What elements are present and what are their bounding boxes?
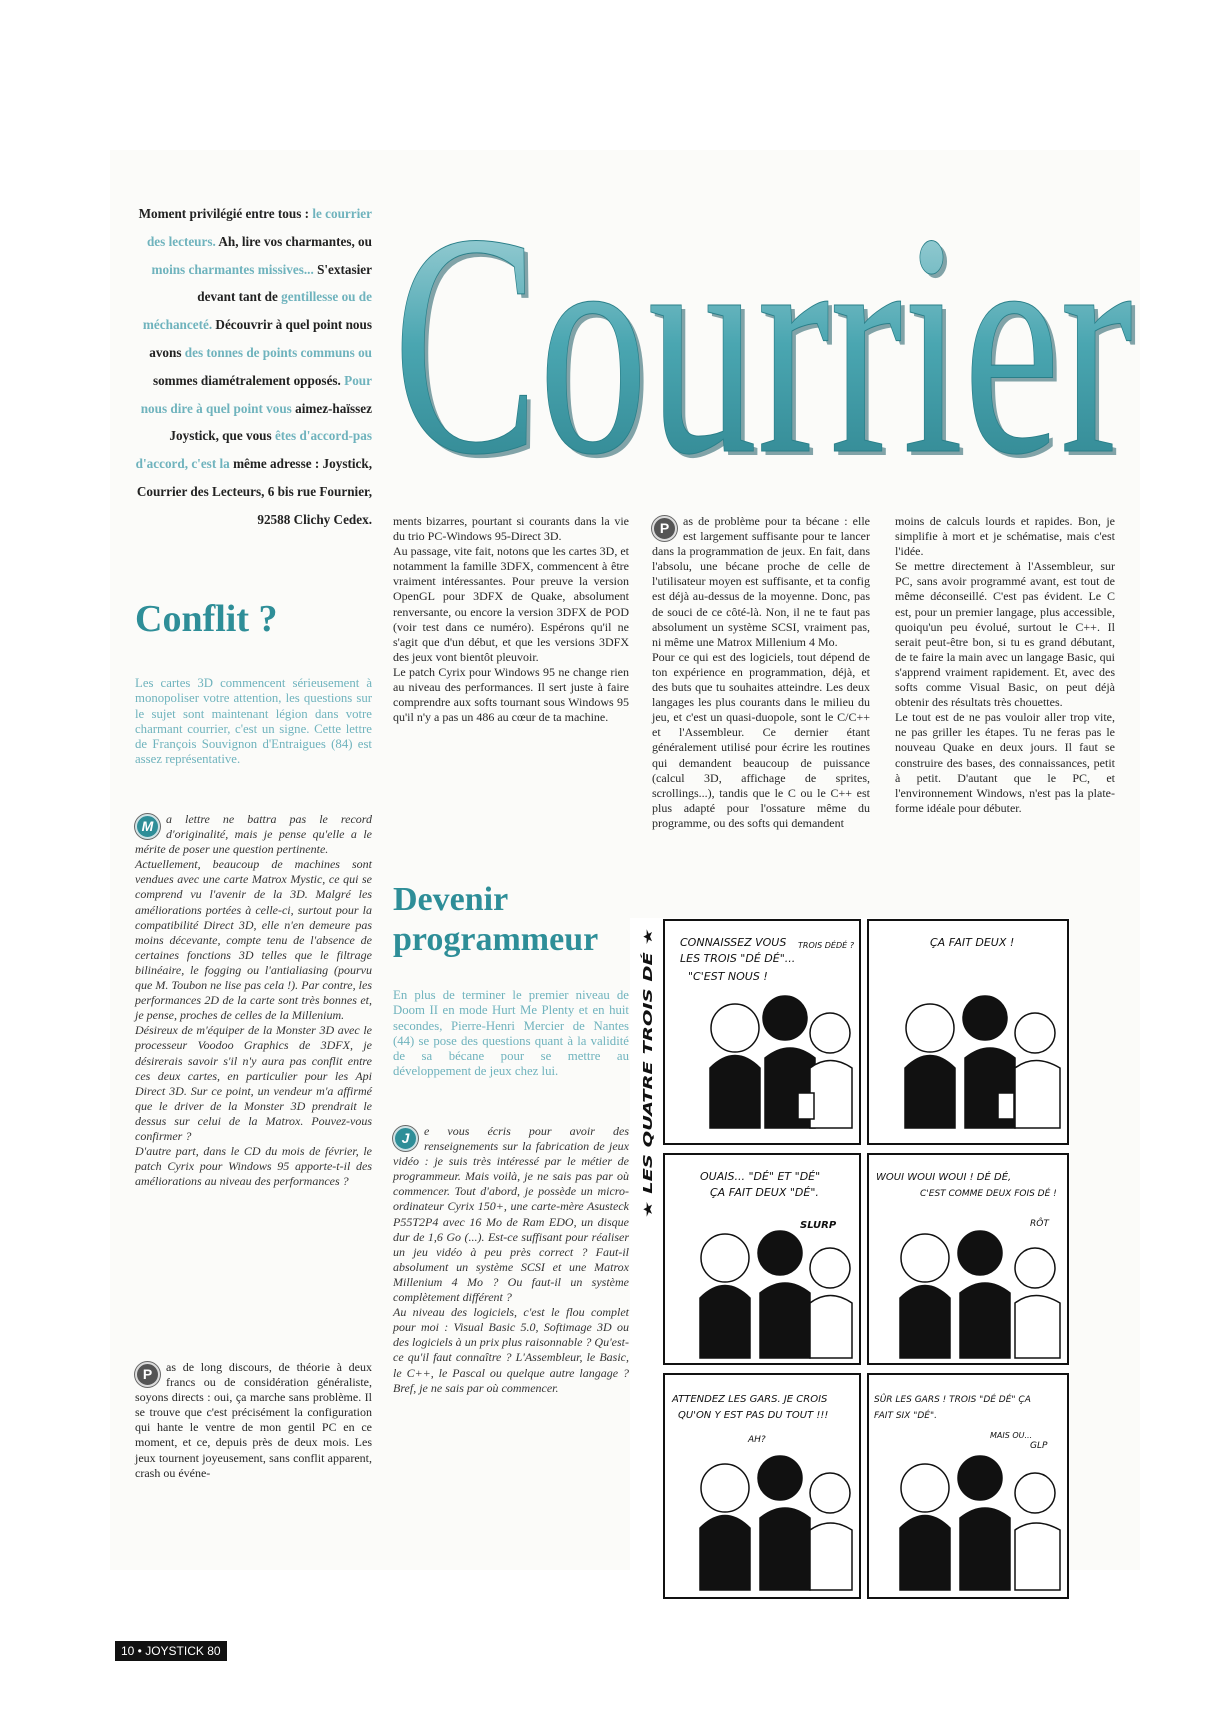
programmeur-answer — [652, 514, 870, 831]
p4-sfx: RÔT — [1030, 1219, 1049, 1229]
page-title — [393, 203, 1145, 473]
intro-highlight-3: gentillesse ou de méchanceté. — [142, 289, 372, 333]
conflit-answer-p1: as de long discours, de théorie à deux francs ou de considération généraliste, soyons directs : oui, ça marche sans problème. Il se trouve que c'est précisément la configuration qui hante le ventre de mon gentil PC en ce moment, et ce, depuis près de deux mois. Les jeux tournent joyeusement, sans conflit apparent, crash ou événe- — [135, 1360, 372, 1480]
intro-text-3: S'extasier devant tant de — [197, 261, 372, 305]
conflit-answer-cont-p3: Le patch Cyrix pour Windows 95 ne change rien au niveau des performances. Il sert juste à faire comprendre aux softs tournant sous Windows 95 qu'il n'y a pas un 486 au cœur de ta machine. — [393, 664, 629, 725]
intro-highlight-1: le courrier des lecteurs. — [146, 206, 372, 249]
programmeur-lead: En plus de terminer le premier niveau de Doom II en mode Hurt Me Plenty et en huit secondes, Pierre-Henri Mercier de Nantes (44) se pose des questions quant à la validité de sa bécane pour se mettre au développement de jeux chez lui. — [393, 988, 629, 1079]
p3-bubble-b: ÇA FAIT DEUX "DÉ". — [710, 1186, 819, 1199]
conflit-letter — [135, 812, 372, 1189]
drop-cap-m-icon: M — [135, 814, 160, 839]
page-title-text: Courrier — [393, 203, 1133, 473]
section-heading-conflit: Conflit ? — [135, 598, 278, 640]
conflit-letter-p2: Actuellement, beaucoup de machines sont vendues avec une carte Matrox Mystic, ce qui se comprend vu l'avenir de la 3D. Malgré les améliorations portées à celle-ci, surtout pour la compatibilité Direct 3D, elle n'en demeure pas moins décevante, compte tenu de l'absence de certaines fonctions 3D telles que le filtrage bilinéaire, le fogging ou l'antialiasing (pourvu que M. Toubon ne lise pas cela !). Par contre, les performances 2D de la carte sont très bonnes et, je pense, proches de celles de la Millenium. — [135, 857, 372, 1023]
panel-6-characters — [900, 1456, 1060, 1590]
p1-bubble-b: LES TROIS "DÉ DÉ"... — [680, 952, 796, 965]
conflit-letter-p3: Désireux de m'équiper de la Monster 3D avec le processeur Voodoo Graphics de 3DFX, je désirerais savoir s'il n'y aura pas conflit entre ces deux cartes, en particulier pour les Api Direct 3D. Sur ce point, un vendeur m'a affirmé que le driver de la Monster 3D prendrait le dessus sur celui de la Matrox. Pouvez-vous confirmer ? — [135, 1023, 372, 1143]
drop-cap-p2-icon: P — [652, 516, 677, 541]
p6-bubble-b: FAIT SIX "DÉ". — [874, 1411, 937, 1421]
conflit-answer-continued — [393, 514, 629, 725]
p2-bubble: ÇA FAIT DEUX ! — [930, 936, 1015, 949]
p3-sfx: SLURP — [800, 1220, 837, 1231]
p4-bubble-b: C'EST COMME DEUX FOIS DÉ ! — [920, 1189, 1057, 1199]
conflit-answer-cont-p1: ments bizarres, pourtant si courants dans la vie du trio PC-Windows 95-Direct 3D. — [393, 514, 629, 544]
intro-text-7: même adresse : Joystick, Courrier des Lecteurs, 6 bis rue Fournier, 92588 Clichy Cedex. — [136, 456, 372, 527]
p1-bubble-c: "C'EST NOUS ! — [688, 970, 768, 983]
intro-highlight-5: Pour nous dire à quel point vous — [140, 372, 372, 416]
section-heading-line-2: programmeur — [393, 921, 599, 958]
section-heading-programmeur — [393, 880, 598, 960]
conflit-answer-cont-p2: Au passage, vite fait, notons que les cartes 3D, et notamment la famille 3DFX, commencent à être vraiment intéressantes. Pour preuve la version OpenGL pour 3DFX de Quake, absolument renversante, ou encore la version 3DFX de POD (voir test dans ce numéro). Espérons qu'il ne s'agit que d'un début, et que les versions 3DFX des jeux vont bientôt pleuvoir. — [393, 544, 629, 664]
intro-highlight-4: des tonnes de points communs ou — [184, 344, 372, 360]
p6-sfx-b: GLP — [1030, 1441, 1048, 1451]
p5-sfx: AH? — [748, 1435, 766, 1445]
drop-cap-j-icon: J — [393, 1126, 418, 1151]
programmeur-letter — [393, 1124, 629, 1396]
conflit-answer — [135, 1360, 372, 1481]
intro-text-1: Moment privilégié entre tous : — [138, 206, 313, 221]
conflit-letter-p4: D'autre part, dans le CD du mois de février, le patch Cyrix pour Windows 95 apporte-t-il des améliorations au niveau des performances ? — [135, 1144, 372, 1189]
page-title-shadow: Courrier — [397, 203, 1137, 473]
p1-bubble-a: CONNAISSEZ VOUS — [680, 936, 787, 949]
p3-bubble-a: OUAIS... "DÉ" ET "DÉ" — [700, 1170, 821, 1183]
intro-text-4: Découvrir à quel point nous avons — [149, 317, 372, 360]
intro-text-6: aimez-haïssez Joystick, que vous — [169, 400, 372, 444]
panel-2-characters — [905, 996, 1060, 1128]
p4-bubble-a: WOUI WOUI WOUI ! DÉ DÉ, — [876, 1172, 1012, 1183]
p6-bubble-a: SÛR LES GARS ! TROIS "DÉ DÉ" ÇA — [874, 1395, 1031, 1405]
intro-paragraph — [135, 200, 372, 534]
programmeur-letter-p2: Au niveau des logiciels, c'est le flou complet pour moi : Visual Basic 5.0, Softimage 3D ou des logiciels à un prix plus raisonnable ? Qu'est-ce qu'il faut connaître ? L'Assembleur, le Basic, le C++, le Pascal ou quelque autre langage ? Bref, je ne sais par où commencer. — [393, 1305, 629, 1395]
intro-highlight-6: êtes d'accord-pas d'accord, c'est la — [135, 428, 372, 472]
p1-bubble-d: TROIS DÉDÉ ? — [798, 941, 854, 950]
panel-1-characters — [710, 996, 852, 1128]
page-footer: 10 • JOYSTICK 80 — [115, 1641, 227, 1661]
p5-bubble-a: ATTENDEZ LES GARS. JE CROIS — [672, 1394, 828, 1405]
conflit-letter-p1: a lettre ne battra pas le record d'originalité, mais je pense qu'elle a le mérite de poser une question pertinente. — [135, 812, 372, 857]
programmeur-letter-p1: e vous écris pour avoir des renseignements sur la fabrication de jeux vidéo : je suis très intéressé par le métier de programmeur. Mais voilà, je ne sais pas par où commencer. Tout d'abord, je possède un micro-ordinateur Cyrix 150+, une carte-mère Asusteck P55T2P4 avec 16 Mo de Ram EDO, un disque dur de 1,6 Go (...). Est-ce suffisant pour réaliser un jeu vidéo à peu près correct ? Faut-il absolument un système SCSI et une Matrox Millenium 4 Mo ? Ou faut-il un système complètement différent ? — [393, 1124, 629, 1305]
programmeur-answer-continued — [895, 514, 1115, 816]
conflit-lead: Les cartes 3D commencent sérieusement à monopoliser votre attention, les questions sur le sujet sont maintenant légion dans votre charmant courrier, c'est un signe. Cette lettre de François Souvignon d'Entraigues (84) est assez représentative. — [135, 676, 372, 767]
programmeur-answer-p5: Le tout est de ne pas vouloir aller trop vite, ne pas griller les étapes. Tu ne feras pas le nouveau Quake en deux jours. Il faut se construire des bases, des connaissances, petit à petit. D'autant que le PC, et l'environnement Windows, n'est pas la plate-forme idéale pour débuter. — [895, 710, 1115, 815]
programmeur-answer-p2: Pour ce qui est des logiciels, tout dépend de ton expérience en programmation, déjà, et des buts que tu souhaites atteindre. Les deux langages les plus courants dans le milieu du jeu, et c'est un quasi-duopole, sont le C/C++ et l'Assembleur. Ce dernier étant généralement utilisé pour écrire les routines qui demandent beaucoup de puissance (calcul 3D, affichage de sprites, scrollings...), tandis que le C ou le C++ est plus adapté pour l'ossature même du programme, ou des softs qui demandent — [652, 649, 870, 830]
intro-text-5: sommes diamétralement opposés. — [152, 372, 345, 388]
p5-bubble-b: QU'ON Y EST PAS DU TOUT !!! — [678, 1410, 829, 1421]
drop-cap-p-icon: P — [135, 1362, 160, 1387]
comic-side-title: ★ LES QUATRE TROIS DÉ ★ — [641, 1039, 655, 1218]
section-heading-line-1: Devenir — [393, 881, 509, 918]
programmeur-answer-p1: as de problème pour ta bécane : elle est largement suffisante pour te lancer dans la programmation de jeux. En fait, dans l'absolu, une bécane proche de celle de l'utilisateur moyen est suffisante, et ta config est déjà au-dessus de la moyenne. Donc, pas de souci de ce côté-là. Non, il ne te faut pas absolument un système SCSI, vraiment pas, ni même une Matrox Millenium 4 Mo. — [652, 514, 870, 649]
intro-text-2: Ah, lire vos charmantes, ou — [215, 233, 372, 249]
programmeur-answer-p3: moins de calculs lourds et rapides. Bon, je simplifie à mort et je schématise, mais c'est l'idée. — [895, 514, 1115, 559]
programmeur-answer-p4: Se mettre directement à l'Assembleur, sur PC, sans avoir programmé avant, est tout de même déconseillé. C'est pas évident. Le C est, pour un premier langage, plus accessible, quoiqu'un peu évolué, surtout le C++. Il serait peut-être bon, si tu es grand débutant, de te faire la main avec un langage Basic, qui s'apprend vraiment rapidement. Et, avec des softs comme Visual Basic, on peut déjà obtenir des résultats très chouettes. — [895, 559, 1115, 710]
comic-strip — [630, 918, 1070, 1600]
p6-sfx-a: MAIS OU... — [990, 1431, 1033, 1440]
panel-5-characters — [700, 1456, 852, 1590]
intro-highlight-2: moins charmantes missives... — [151, 261, 314, 277]
